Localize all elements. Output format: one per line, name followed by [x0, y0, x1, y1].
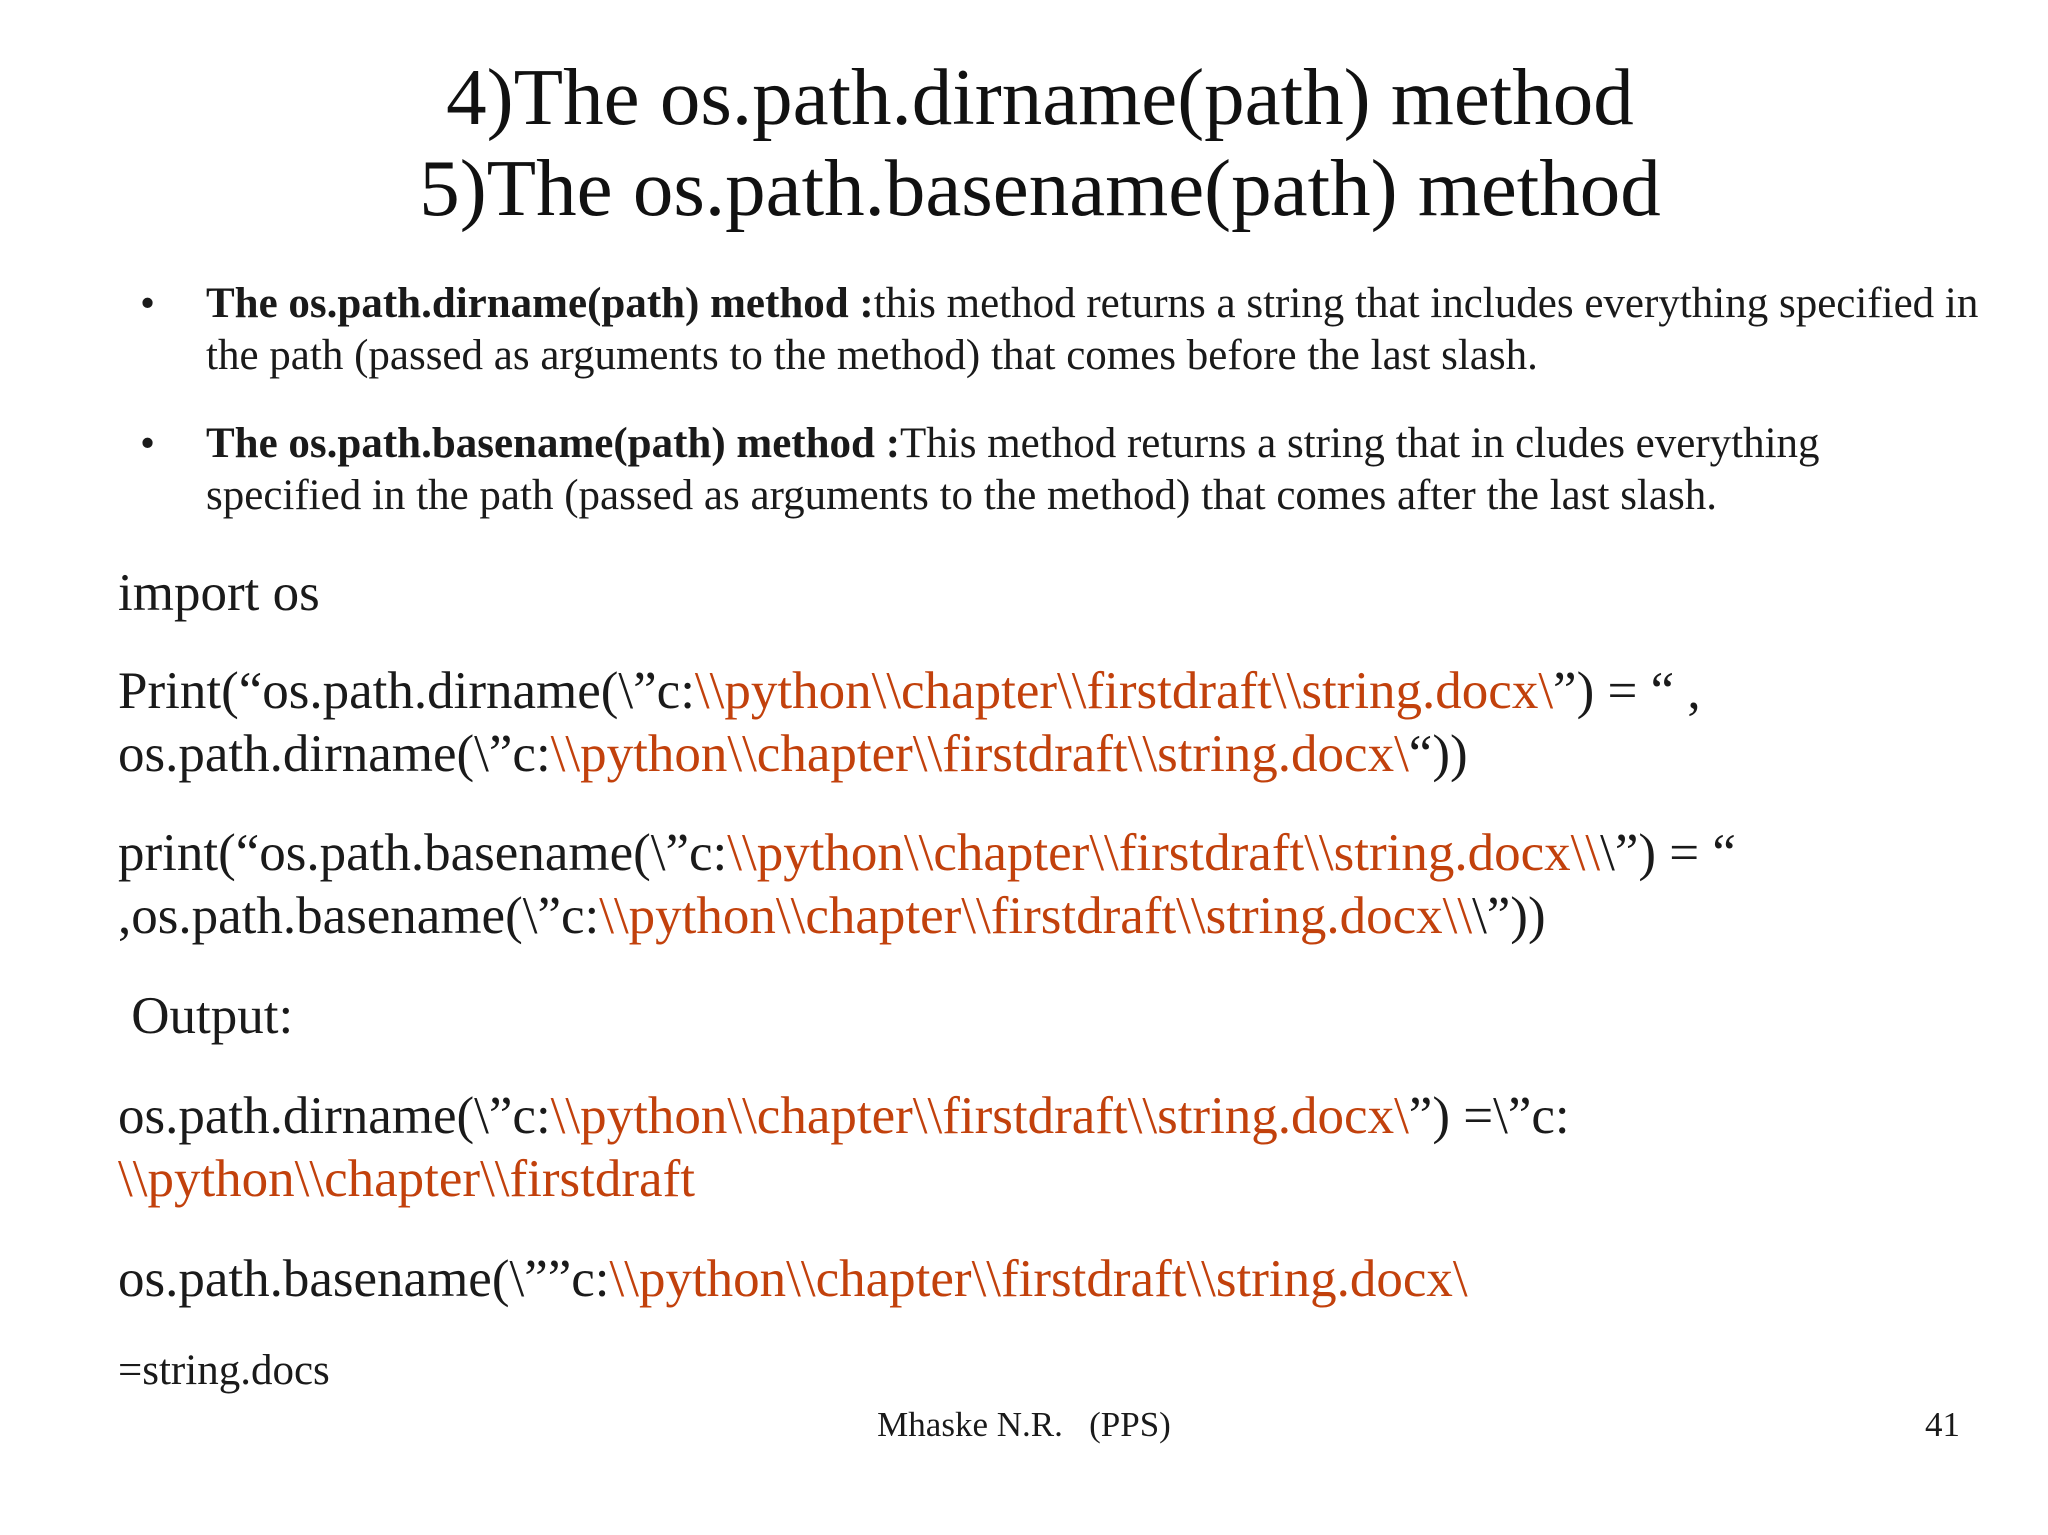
code-text: \”)) — [1472, 887, 1546, 945]
output-basename — [118, 1248, 1998, 1310]
code-print-dirname-line-1 — [118, 660, 1998, 722]
bullet-heading: The os.path.dirname(path) method : — [206, 280, 874, 327]
code-print-basename-line-1 — [118, 822, 1998, 884]
output-label: Output: — [118, 987, 294, 1045]
code-print-basename-line-2 — [118, 885, 1998, 947]
code-path: \\python\\chapter\\firstdraft\\string.docx\ — [550, 1087, 1409, 1145]
code-path: \\python\\chapter\\firstdraft\\string.docx\ — [609, 1250, 1468, 1308]
bullet-basename — [140, 418, 1980, 522]
code-text: os.path.dirname(\”c: — [118, 1087, 551, 1145]
code-path: \\python\\chapter\\firstdraft\\string.docx\\ — [727, 824, 1601, 882]
slide-title-line-2: 5)The os.path.basename(path) method — [419, 143, 1661, 233]
code-print-dirname-line-2 — [118, 723, 1998, 785]
code-text: Print(“os.path.dirname(\”c: — [118, 662, 695, 720]
bullet-text: this method returns a string that includes everything specified in the path (passed as arguments to the method) that comes before the last slash. — [206, 280, 1979, 379]
bullet-list — [140, 278, 1980, 558]
code-text: ,os.path.basename(\”c: — [118, 887, 600, 945]
code-text: os.path.dirname(\”c: — [118, 725, 551, 783]
code-text: “)) — [1408, 725, 1468, 783]
footer-author: Mhaske N.R. (PPS) — [877, 1405, 1171, 1444]
bullet-dirname — [140, 278, 1980, 382]
code-path: \\python\\chapter\\firstdraft — [118, 1150, 695, 1208]
code-import: import os — [118, 564, 320, 622]
output-dirname-line-2 — [118, 1148, 1998, 1210]
code-text: ”) = “ , — [1553, 662, 1701, 720]
code-path: \\python\\chapter\\firstdraft\\string.docx\ — [550, 725, 1409, 783]
bullet-heading: The os.path.basename(path) method : — [206, 420, 901, 467]
output-dirname-line-1 — [118, 1085, 1998, 1147]
code-text: os.path.basename(\””c: — [118, 1250, 610, 1308]
bullet-dot-icon: • — [140, 280, 156, 327]
bullet-text: This method returns a string that in cludes everything specified in the path (passed as arguments to the method) that comes after the last slash. — [206, 420, 1820, 519]
code-text: \”) = “ — [1600, 824, 1736, 882]
slide-title-line-1: 4)The os.path.dirname(path) method — [446, 52, 1634, 142]
code-text: ”) =\”c: — [1408, 1087, 1570, 1145]
footer-page-number: 41 — [1925, 1405, 1960, 1444]
bullet-dot-icon: • — [140, 420, 156, 467]
output-result: =string.docs — [118, 1347, 330, 1394]
code-text: print(“os.path.basename(\”c: — [118, 824, 728, 882]
code-path: \\python\\chapter\\firstdraft\\string.docx\ — [694, 662, 1554, 720]
code-path: \\python\\chapter\\firstdraft\\string.docx\\ — [599, 887, 1473, 945]
